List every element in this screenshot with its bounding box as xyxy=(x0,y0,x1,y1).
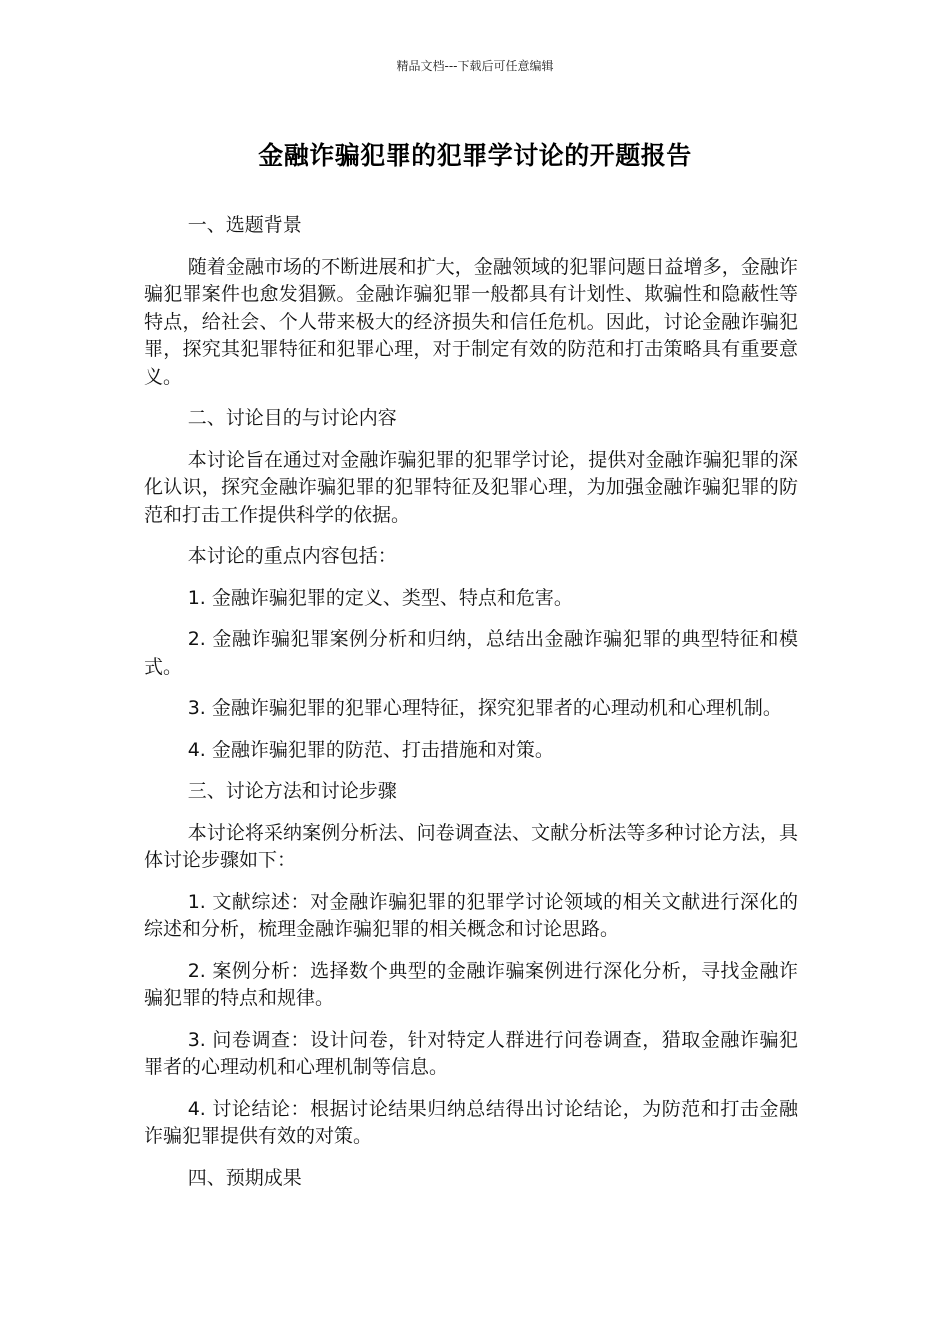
document-body xyxy=(144,212,798,1206)
list-item: 1. 金融诈骗犯罪的定义、类型、特点和危害。 xyxy=(187,586,573,609)
paragraph-key-content: 本讨论的重点内容包括： xyxy=(187,545,397,567)
list-item: 3. 问卷调查：设计问卷，针对特定人群进行问卷调查，猎取金融诈骗犯罪者的心理动机和心理机制等信息。 xyxy=(144,1028,798,1078)
section-heading-outcomes: 四、预期成果 xyxy=(187,1166,302,1189)
section-heading-background: 一、选题背景 xyxy=(187,214,302,236)
header-note: 精品文档---下载后可任意编辑 xyxy=(396,59,554,73)
list-item: 1. 文献综述：对金融诈骗犯罪的犯罪学讨论领域的相关文献进行深化的综述和分析，梳理金融诈骗犯罪的相关概念和讨论思路。 xyxy=(144,890,798,940)
list-item: 3. 金融诈骗犯罪的犯罪心理特征，探究犯罪者的心理动机和心理机制。 xyxy=(187,697,782,719)
paragraph-purpose: 本讨论旨在通过对金融诈骗犯罪的犯罪学讨论，提供对金融诈骗犯罪的深化认识，探究金融诈骗犯罪的犯罪特征及犯罪心理，为加强金融诈骗犯罪的防范和打击工作提供科学的依据。 xyxy=(144,448,798,526)
section-heading-methods: 三、讨论方法和讨论步骤 xyxy=(187,780,397,802)
list-item: 2. 案例分析：选择数个典型的金融诈骗案例进行深化分析，寻找金融诈骗犯罪的特点和规律。 xyxy=(144,959,798,1009)
paragraph-background: 随着金融市场的不断进展和扩大，金融领域的犯罪问题日益增多，金融诈骗犯罪案件也愈发猖獗。金融诈骗犯罪一般都具有计划性、欺骗性和隐蔽性等特点，给社会、个人带来极大的经济损失和信任危机。因此，讨论金融诈骗犯罪，探究其犯罪特征和犯罪心理，对于制定有效的防范和打击策略具有重要意义。 xyxy=(144,255,798,388)
list-item: 4. 金融诈骗犯罪的防范、打击措施和对策。 xyxy=(187,738,554,761)
document-title: 金融诈骗犯罪的犯罪学讨论的开题报告 xyxy=(258,141,692,170)
section-heading-purpose: 二、讨论目的与讨论内容 xyxy=(187,407,397,429)
list-item: 4. 讨论结论：根据讨论结果归纳总结得出讨论结论，为防范和打击金融诈骗犯罪提供有效的对策。 xyxy=(144,1097,798,1147)
paragraph-methods: 本讨论将采纳案例分析法、问卷调查法、文献分析法等多种讨论方法，具体讨论步骤如下： xyxy=(144,821,798,871)
list-item: 2. 金融诈骗犯罪案例分析和归纳，总结出金融诈骗犯罪的典型特征和模式。 xyxy=(144,628,798,678)
